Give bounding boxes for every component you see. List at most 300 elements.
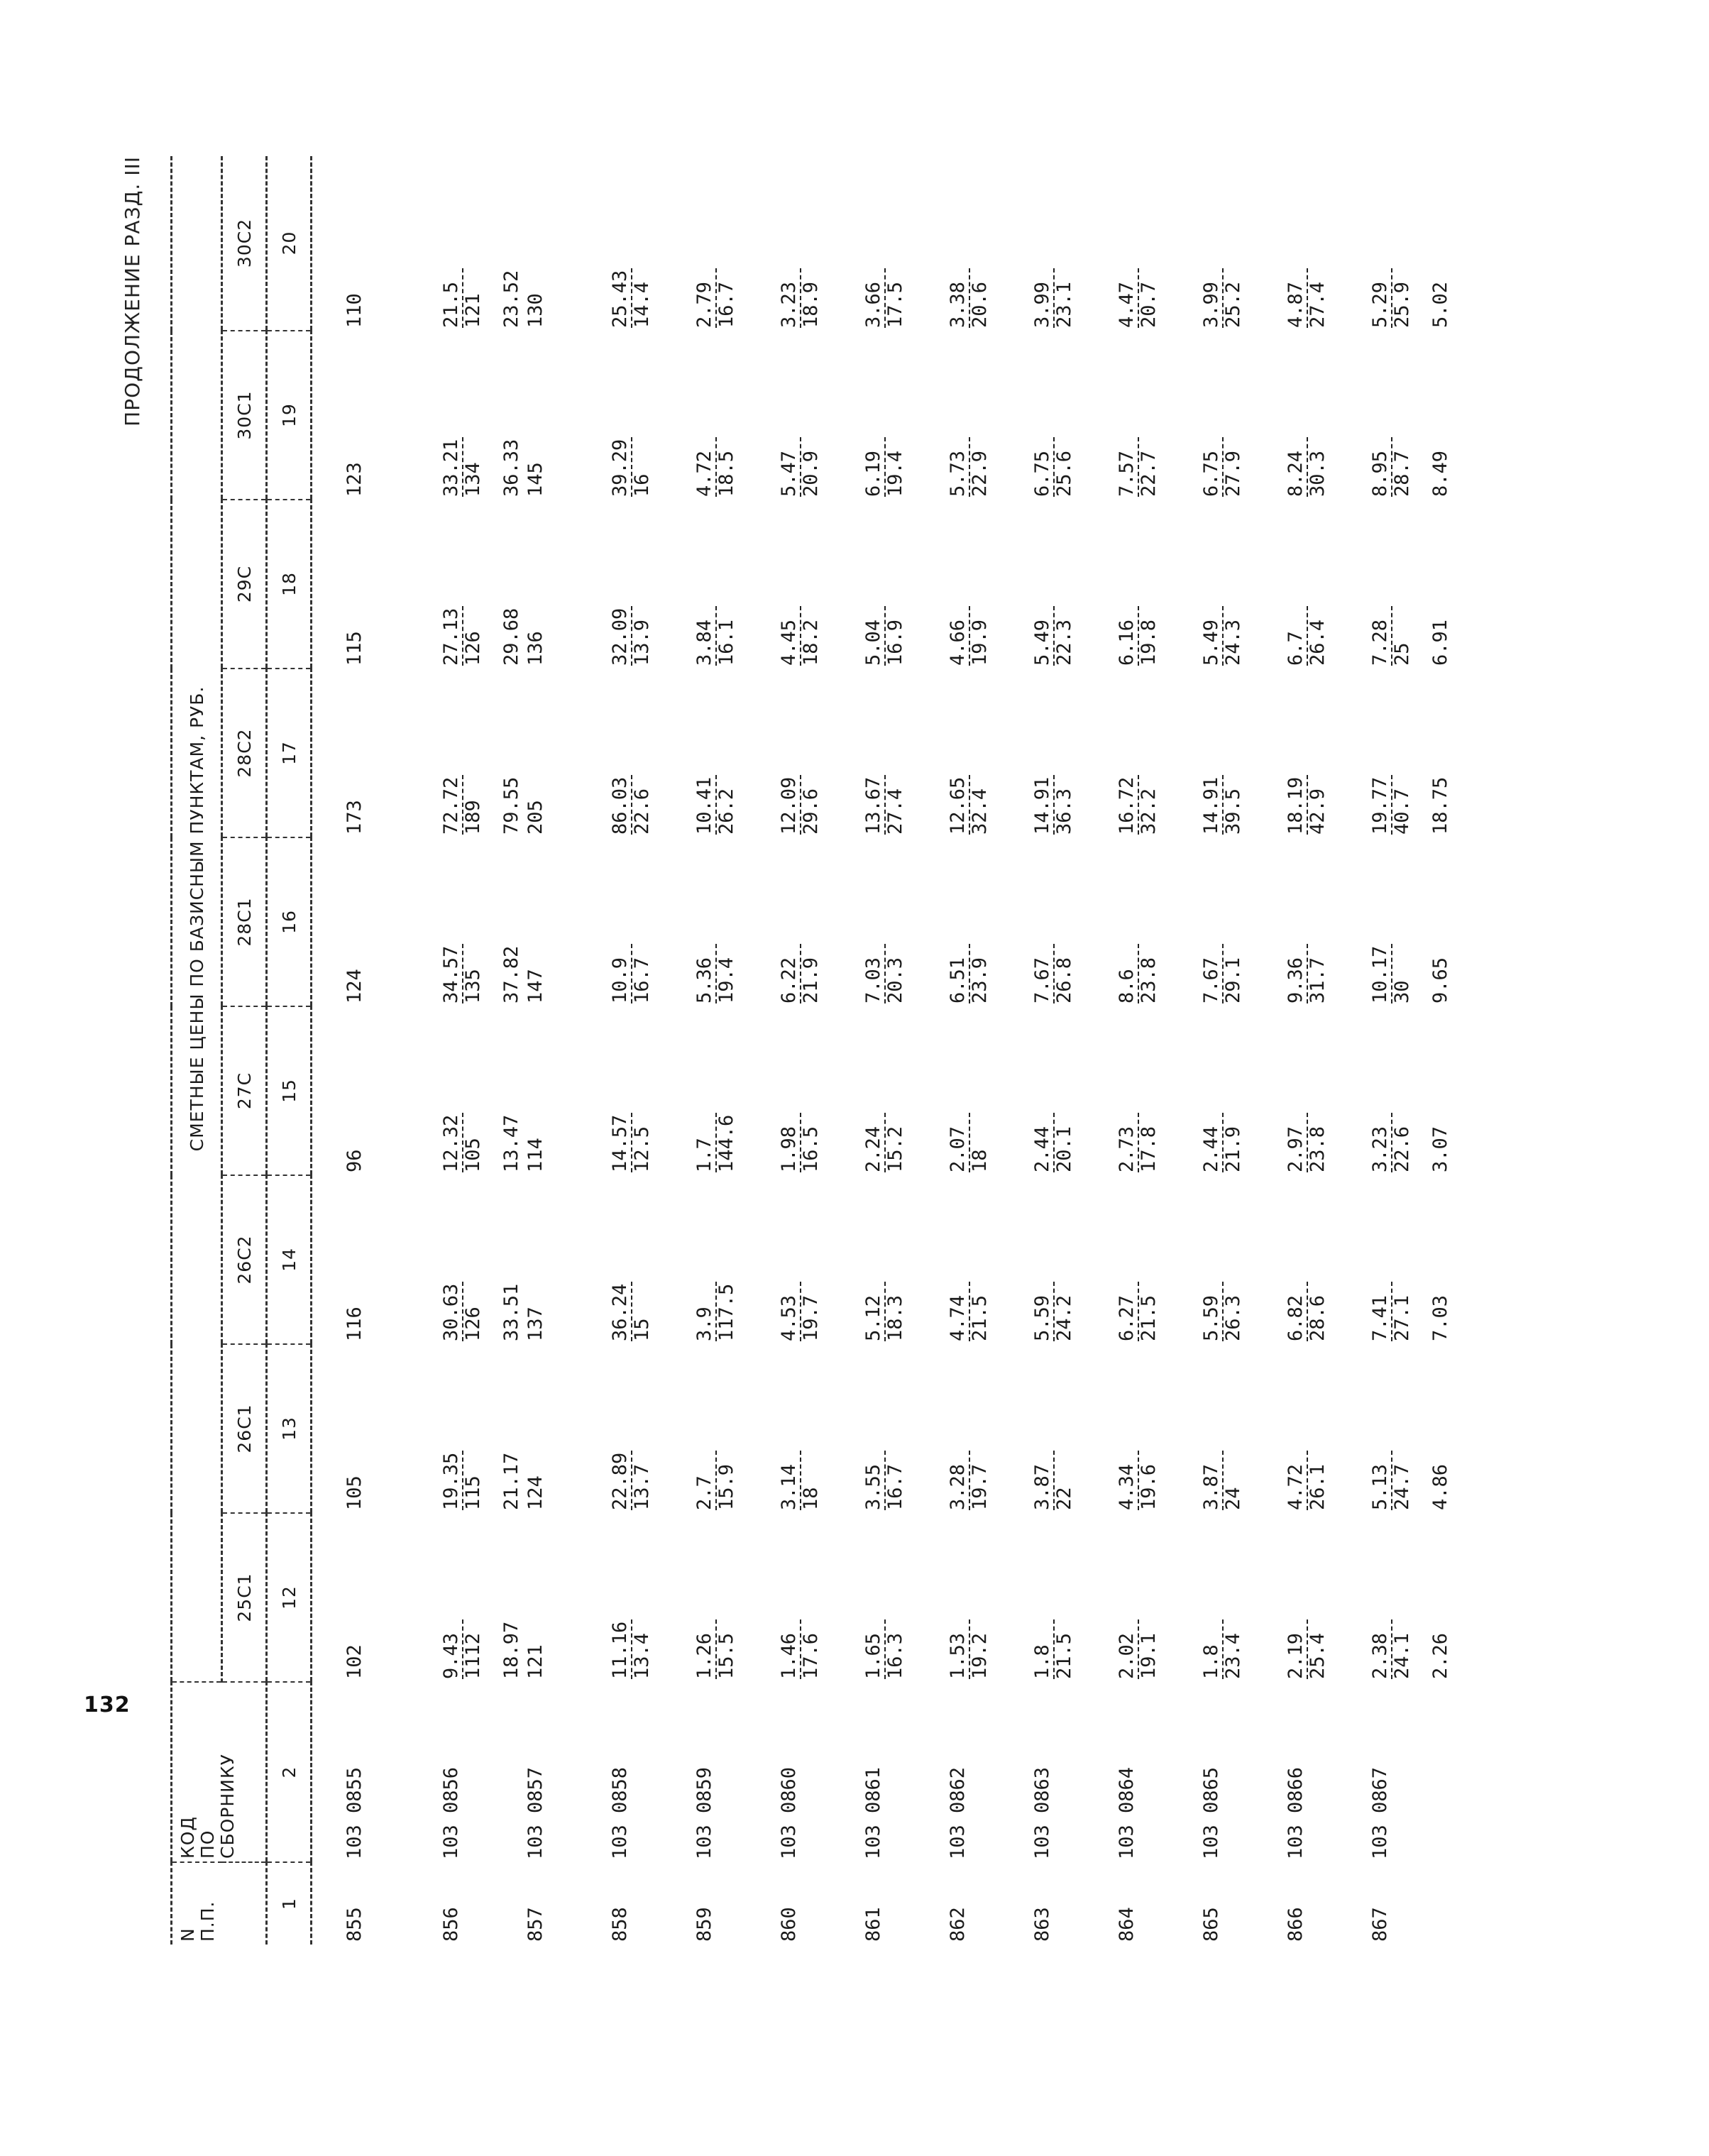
price-numerator: 39.29	[610, 437, 632, 497]
price-cell-value	[526, 1138, 545, 1172]
price-cell	[1033, 669, 1117, 837]
price-value: 136	[524, 631, 546, 666]
price-denominator: 23.9	[969, 957, 991, 1003]
price-value: 114	[524, 1138, 546, 1172]
price-denominator: 19.7	[969, 1463, 991, 1510]
table-row	[441, 156, 526, 1945]
price-cell-value	[610, 1282, 652, 1341]
price-cell	[312, 1344, 442, 1513]
price-total: 8.49	[1429, 450, 1451, 497]
continuation-note: ПРОДОЛЖЕНИЕ РАЗД. III	[121, 156, 144, 427]
price-cell	[1117, 500, 1202, 669]
table-row	[1286, 156, 1370, 1945]
price-cell	[695, 837, 779, 1006]
price-cell	[1286, 1175, 1370, 1344]
price-denominator: 25.4	[1307, 1632, 1329, 1679]
page-number: 132	[84, 1693, 131, 1717]
price-numerator: 3.87	[1033, 1451, 1055, 1510]
price-denominator: 134	[462, 462, 484, 497]
spacer	[483, 1451, 502, 1510]
price-denominator: 18	[800, 1487, 822, 1510]
price-numerator: 6.82	[1286, 1282, 1308, 1341]
price-numerator: 12.32	[441, 1113, 463, 1172]
price-cell	[1202, 1513, 1286, 1682]
price-cell	[1033, 1344, 1117, 1513]
price-denominator: 18.9	[800, 281, 822, 328]
price-cell-value	[779, 437, 820, 497]
price-value: 116	[344, 1307, 366, 1341]
price-cell	[312, 1006, 442, 1175]
price-numerator: 12.09	[779, 775, 801, 835]
price-cell-value	[779, 1451, 820, 1510]
header-code-1: КОД	[177, 1816, 198, 1859]
price-cell-value	[1286, 1113, 1327, 1172]
price-denominator: 25.9	[1391, 281, 1413, 328]
price-numerator: 11.16	[610, 1619, 632, 1679]
price-denominator: 16.5	[800, 1126, 822, 1172]
price-denominator: 189	[462, 800, 484, 835]
price-cell-value	[779, 1619, 820, 1679]
price-cell-value	[695, 268, 736, 328]
price-total: 33.51	[500, 1283, 522, 1341]
price-numerator: 12.65	[948, 775, 970, 835]
row-code: 103 0857	[524, 1766, 546, 1859]
price-cell-value	[1202, 1619, 1243, 1679]
price-numerator: 8.6	[1117, 944, 1139, 1003]
price-cell	[779, 1175, 864, 1344]
price-cell	[864, 1175, 948, 1344]
price-cell	[948, 837, 1033, 1006]
price-numerator: 22.89	[610, 1451, 632, 1510]
price-numerator: 6.51	[948, 944, 970, 1003]
price-denominator: 126	[462, 1307, 484, 1341]
price-cell	[1202, 156, 1286, 331]
price-denominator: 13.7	[631, 1463, 653, 1510]
price-denominator: 26.1	[1307, 1463, 1329, 1510]
price-cell-value	[1286, 1282, 1327, 1341]
price-numerator: 4.72	[695, 437, 717, 497]
spacer	[1412, 1451, 1431, 1510]
header-colnum-17: 17	[267, 669, 312, 837]
price-cell	[864, 1513, 948, 1682]
price-cell	[1202, 1344, 1286, 1513]
price-cell	[1370, 1513, 1455, 1682]
price-numerator: 3.99	[1202, 268, 1224, 328]
price-cell	[441, 837, 526, 1006]
price-total: 37.82	[500, 945, 522, 1003]
price-cell	[1033, 331, 1117, 500]
price-cell	[1286, 1006, 1370, 1175]
price-cell-value	[345, 1644, 364, 1679]
price-cell	[948, 1006, 1033, 1175]
price-numerator: 5.12	[864, 1282, 886, 1341]
price-cell-value	[610, 1451, 652, 1510]
price-numerator: 6.7	[1286, 606, 1308, 666]
spacer	[483, 1113, 502, 1172]
price-numerator: 1.7	[695, 1113, 717, 1172]
row-number: 859	[693, 1907, 715, 1942]
price-cell	[695, 500, 779, 669]
row-code: 103 0859	[693, 1766, 715, 1859]
price-denominator: 23.4	[1222, 1632, 1244, 1679]
price-cell-value	[1202, 1113, 1243, 1172]
price-denominator: 16.7	[884, 1463, 906, 1510]
price-denominator: 32.2	[1138, 788, 1160, 835]
price-total: 36.33	[500, 439, 522, 497]
price-denominator: 21.5	[1138, 1294, 1160, 1341]
price-cell	[864, 1344, 948, 1513]
price-table	[170, 156, 1455, 1945]
price-denominator: 19.9	[969, 619, 991, 666]
row-code: 103 0865	[1200, 1766, 1222, 1859]
table-row	[948, 156, 1033, 1945]
price-denominator: 23.1	[1053, 281, 1075, 328]
price-numerator: 3.87	[1202, 1451, 1224, 1510]
price-cell	[1286, 156, 1370, 331]
price-cell-value	[1033, 944, 1074, 1003]
price-cell	[1286, 1513, 1370, 1682]
header-colnum-13: 13	[267, 1344, 312, 1513]
price-numerator: 7.28	[1370, 606, 1392, 666]
price-numerator: 36.24	[610, 1282, 632, 1341]
header-colnum-18: 18	[267, 500, 312, 669]
price-denominator: 19.4	[884, 450, 906, 497]
header-col-30c1: 30С1	[222, 331, 267, 500]
price-cell	[1117, 331, 1202, 500]
price-numerator: 2.73	[1117, 1113, 1139, 1172]
price-cell-value	[864, 1619, 905, 1679]
price-cell	[1202, 331, 1286, 500]
price-cell-value	[610, 606, 652, 666]
price-cell-value	[1202, 437, 1243, 497]
table-row	[779, 156, 864, 1945]
price-cell	[312, 1175, 442, 1344]
price-total: 18.97	[500, 1621, 522, 1679]
price-cell	[1117, 1513, 1202, 1682]
price-cell	[441, 669, 526, 837]
price-cell	[864, 669, 948, 837]
row-number: 864	[1116, 1907, 1138, 1942]
price-numerator: 2.7	[695, 1451, 717, 1510]
price-denominator: 16.9	[884, 619, 906, 666]
row-number: 861	[862, 1907, 884, 1942]
price-cell-value	[526, 462, 545, 497]
price-denominator: 21.5	[969, 1294, 991, 1341]
price-cell	[312, 1513, 442, 1682]
price-numerator: 2.44	[1033, 1113, 1055, 1172]
price-denominator: 29.6	[800, 788, 822, 835]
price-numerator: 18.19	[1286, 775, 1308, 835]
price-denominator: 17.5	[884, 281, 906, 328]
price-cell-value	[1117, 1113, 1158, 1172]
price-cell	[526, 500, 610, 669]
price-cell	[779, 669, 864, 837]
price-numerator: 8.24	[1286, 437, 1308, 497]
price-numerator: 14.57	[610, 1113, 632, 1172]
price-denominator: 39.5	[1222, 788, 1244, 835]
price-cell-value	[526, 631, 545, 666]
price-denominator: 36.3	[1053, 788, 1075, 835]
price-cell	[1033, 1513, 1117, 1682]
price-value: 124	[524, 1475, 546, 1510]
price-denominator: 22.6	[631, 788, 653, 835]
price-cell-value	[1117, 1451, 1158, 1510]
price-value: 130	[524, 293, 546, 328]
price-cell	[948, 1175, 1033, 1344]
price-value: 115	[344, 631, 366, 666]
price-cell-value	[345, 631, 364, 666]
price-denominator: 26.4	[1307, 619, 1329, 666]
price-numerator: 1.8	[1202, 1619, 1224, 1679]
price-cell-value	[864, 1282, 905, 1341]
spacer	[483, 437, 502, 497]
price-cell	[1033, 1175, 1117, 1344]
price-cell-value	[1370, 1619, 1450, 1679]
header-colnum-1: 1	[267, 1862, 312, 1945]
price-denominator: 22	[1053, 1487, 1075, 1510]
spacer	[483, 944, 502, 1003]
price-denominator: 18	[969, 1149, 991, 1172]
price-numerator: 3.23	[779, 268, 801, 328]
price-cell	[864, 331, 948, 500]
price-numerator: 2.38	[1370, 1619, 1392, 1679]
price-numerator: 4.34	[1117, 1451, 1139, 1510]
row-code: 103 0861	[862, 1766, 884, 1859]
price-total: 6.91	[1429, 619, 1451, 666]
table-row	[1033, 156, 1117, 1945]
price-cell-value	[1117, 606, 1158, 666]
price-cell	[1370, 1175, 1455, 1344]
row-number: 857	[524, 1907, 546, 1942]
price-cell-value	[441, 437, 521, 497]
price-denominator: 27.9	[1222, 450, 1244, 497]
price-numerator: 9.36	[1286, 944, 1308, 1003]
price-denominator: 23.8	[1138, 957, 1160, 1003]
price-numerator: 1.65	[864, 1619, 886, 1679]
price-cell-value	[1033, 1451, 1074, 1510]
price-numerator: 25.43	[610, 268, 632, 328]
price-total: 3.07	[1429, 1126, 1451, 1172]
price-numerator: 5.13	[1370, 1451, 1392, 1510]
price-cell-value	[1202, 268, 1243, 328]
table-row	[610, 156, 695, 1945]
price-cell-value	[610, 437, 652, 497]
price-cell-value	[526, 1644, 545, 1679]
price-numerator: 72.72	[441, 775, 463, 835]
price-numerator: 13.67	[864, 775, 886, 835]
price-denominator: 20.9	[800, 450, 822, 497]
price-cell	[1286, 669, 1370, 837]
price-cell-value	[695, 1619, 736, 1679]
price-denominator: 21.9	[1222, 1126, 1244, 1172]
price-cell-value	[864, 268, 905, 328]
price-cell	[1117, 156, 1202, 331]
price-numerator: 3.28	[948, 1451, 970, 1510]
price-cell-value	[864, 1113, 905, 1172]
price-denominator: 27.1	[1391, 1294, 1413, 1341]
price-cell-value	[695, 1113, 736, 1172]
price-denominator: 26.2	[715, 788, 737, 835]
price-cell	[526, 331, 610, 500]
price-cell-value	[864, 1451, 905, 1510]
price-total: 9.65	[1429, 957, 1451, 1003]
price-numerator: 4.66	[948, 606, 970, 666]
row-code: 103 0860	[778, 1766, 800, 1859]
price-cell	[1033, 156, 1117, 331]
table-row	[1117, 156, 1202, 1945]
price-denominator: 115	[462, 1475, 484, 1510]
price-cell-value	[1370, 1113, 1450, 1172]
price-cell	[864, 500, 948, 669]
price-denominator: 22.7	[1138, 450, 1160, 497]
price-numerator: 3.84	[695, 606, 717, 666]
price-numerator: 3.9	[695, 1282, 717, 1341]
price-cell-value	[1286, 268, 1327, 328]
price-denominator: 18.5	[715, 450, 737, 497]
price-numerator: 1.8	[1033, 1619, 1055, 1679]
price-numerator: 3.99	[1033, 268, 1055, 328]
price-cell	[610, 1006, 695, 1175]
spacer	[483, 1282, 502, 1341]
price-denominator: 25.2	[1222, 281, 1244, 328]
price-value: 147	[524, 969, 546, 1003]
price-cell-value	[345, 800, 364, 835]
header-code-2: ПО	[197, 1830, 218, 1859]
header-colnum-15: 15	[267, 1006, 312, 1175]
price-denominator: 23.8	[1307, 1126, 1329, 1172]
row-code: 103 0866	[1285, 1766, 1307, 1859]
price-cell-value	[948, 1113, 989, 1172]
price-numerator: 3.23	[1370, 1113, 1392, 1172]
row-code: 103 0864	[1116, 1766, 1138, 1859]
price-cell	[1286, 837, 1370, 1006]
price-cell	[779, 1344, 864, 1513]
header-number-cell	[172, 1862, 267, 1945]
price-cell	[779, 156, 864, 331]
price-denominator: 29.1	[1222, 957, 1244, 1003]
row-code: 103 0867	[1369, 1766, 1391, 1859]
price-cell	[695, 156, 779, 331]
price-cell-value	[1033, 606, 1074, 666]
price-cell	[526, 1175, 610, 1344]
price-cell	[695, 1006, 779, 1175]
price-cell-value	[1202, 606, 1243, 666]
price-numerator: 3.38	[948, 268, 970, 328]
price-denominator: 22.9	[969, 450, 991, 497]
price-total: 18.75	[1429, 776, 1451, 835]
spacer	[1412, 606, 1431, 666]
price-cell	[1117, 1344, 1202, 1513]
price-numerator: 33.21	[441, 437, 463, 497]
row-number: 858	[609, 1907, 631, 1942]
price-numerator: 86.03	[610, 775, 632, 835]
price-cell-value	[345, 293, 364, 328]
price-cell-value	[441, 1451, 521, 1510]
price-numerator: 10.17	[1370, 944, 1392, 1003]
price-numerator: 5.49	[1202, 606, 1224, 666]
price-denominator: 25.6	[1053, 450, 1075, 497]
spacer	[1412, 1619, 1431, 1679]
price-cell	[695, 331, 779, 500]
price-numerator: 2.24	[864, 1113, 886, 1172]
price-denominator: 1112	[462, 1632, 484, 1679]
price-denominator: 20.3	[884, 957, 906, 1003]
price-cell-value	[779, 1282, 820, 1341]
spacer	[483, 268, 502, 328]
price-cell	[1202, 500, 1286, 669]
price-cell-value	[441, 268, 521, 328]
spacer	[483, 606, 502, 666]
price-cell-value	[1117, 437, 1158, 497]
price-denominator: 17.8	[1138, 1126, 1160, 1172]
price-cell-value	[695, 1282, 736, 1341]
price-denominator: 105	[462, 1138, 484, 1172]
price-cell	[779, 837, 864, 1006]
price-numerator: 14.91	[1202, 775, 1224, 835]
price-cell-value	[779, 1113, 820, 1172]
price-numerator: 4.53	[779, 1282, 801, 1341]
price-denominator: 13.4	[631, 1632, 653, 1679]
price-numerator: 5.49	[1033, 606, 1055, 666]
price-cell	[610, 1175, 695, 1344]
price-denominator: 19.1	[1138, 1632, 1160, 1679]
price-cell-value	[948, 1619, 989, 1679]
price-numerator: 5.36	[695, 944, 717, 1003]
price-numerator: 10.9	[610, 944, 632, 1003]
price-numerator: 19.35	[441, 1451, 463, 1510]
price-numerator: 2.79	[695, 268, 717, 328]
price-cell	[1117, 669, 1202, 837]
price-numerator: 4.74	[948, 1282, 970, 1341]
price-total: 7.03	[1429, 1294, 1451, 1341]
price-numerator: 8.95	[1370, 437, 1392, 497]
price-denominator: 15.9	[715, 1463, 737, 1510]
price-denominator: 31.7	[1307, 957, 1329, 1003]
price-cell-value	[610, 1619, 652, 1679]
price-cell-value	[948, 268, 989, 328]
header-col-28c2: 28С2	[222, 669, 267, 837]
price-total: 79.55	[500, 776, 522, 835]
price-cell-value	[441, 1282, 521, 1341]
price-denominator: 17.6	[800, 1632, 822, 1679]
price-cell-value	[1286, 1451, 1327, 1510]
price-cell	[526, 1006, 610, 1175]
table-row	[864, 156, 948, 1945]
price-cell-value	[1286, 606, 1327, 666]
price-denominator: 24.7	[1391, 1463, 1413, 1510]
price-cell-value	[526, 293, 545, 328]
price-total: 21.17	[500, 1452, 522, 1510]
spacer	[1412, 944, 1431, 1003]
price-numerator: 6.22	[779, 944, 801, 1003]
price-value: 205	[524, 800, 546, 835]
price-cell-value	[526, 800, 545, 835]
price-cell-value	[1033, 268, 1074, 328]
price-cell	[948, 500, 1033, 669]
price-cell-value	[610, 268, 652, 328]
header-colnum-16: 16	[267, 837, 312, 1006]
price-cell-value	[1117, 775, 1158, 835]
price-numerator: 5.47	[779, 437, 801, 497]
price-denominator: 19.2	[969, 1632, 991, 1679]
price-cell	[441, 1006, 526, 1175]
header-code-cell	[172, 1682, 267, 1862]
price-cell	[610, 669, 695, 837]
price-numerator: 7.41	[1370, 1282, 1392, 1341]
price-numerator: 7.03	[864, 944, 886, 1003]
row-number: 865	[1200, 1907, 1222, 1942]
price-cell-value	[864, 606, 905, 666]
